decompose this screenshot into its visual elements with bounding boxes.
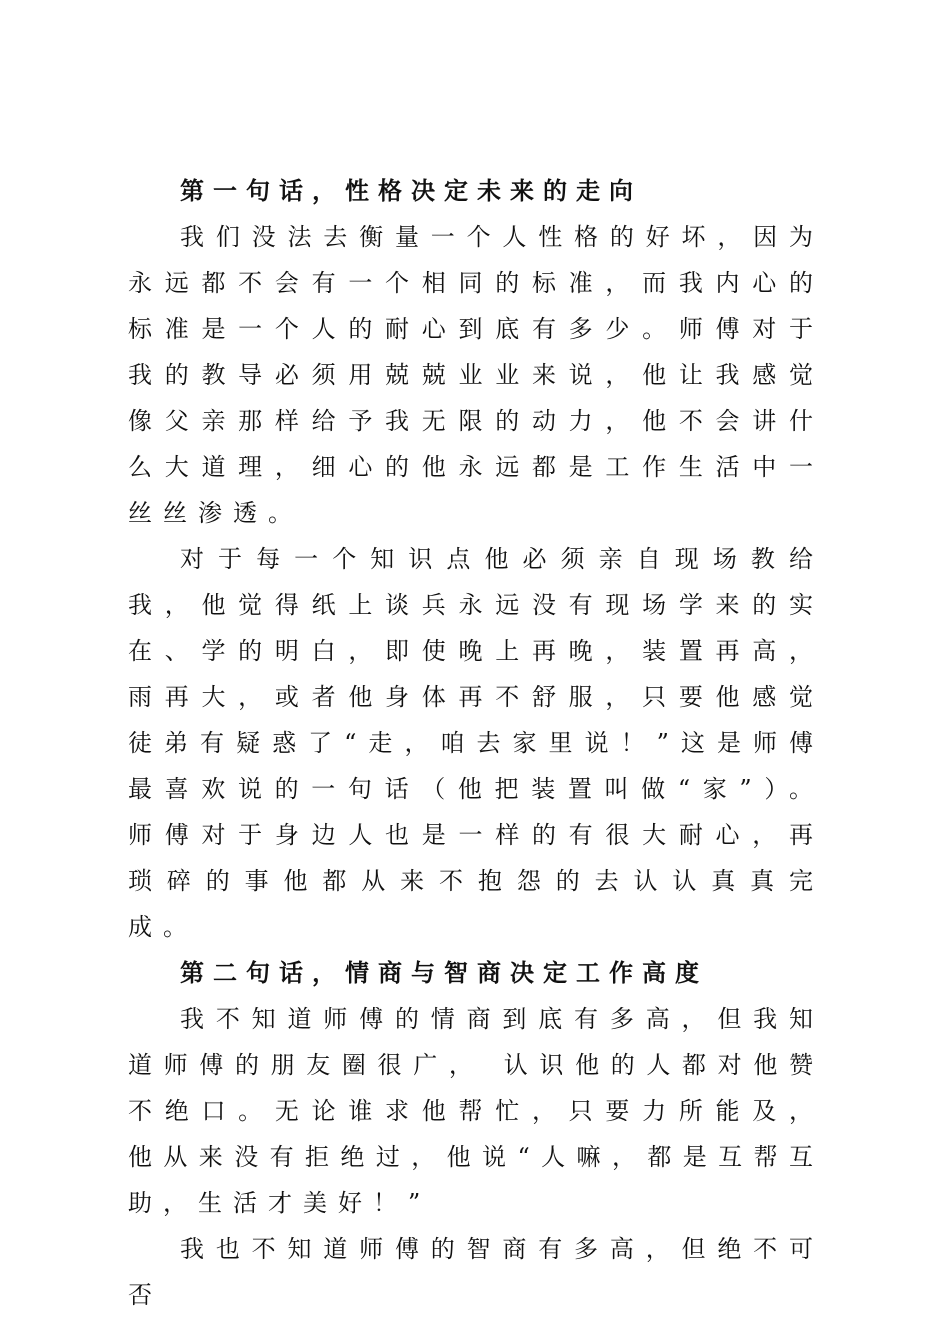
paragraph-3: 我不知道师傅的情商到底有多高，但我知道师傅的朋友圈很广， 认识他的人都对他赞不绝口。无论谁求他帮忙，只要力所能及，他从来没有拒绝过，他说“人嘛，都是互帮互助，生活才美好！” <box>128 1005 824 1217</box>
section-heading-1: 第一句话，性格决定未来的走向 <box>180 177 642 205</box>
paragraph-2: 对于每一个知识点他必须亲自现场教给我，他觉得纸上谈兵永远没有现场学来的实在、学的明白，即使晚上再晚，装置再高，雨再大，或者他身体再不舒服，只要他感觉徒弟有疑惑了“走，咱去家里说！”这是师傅最喜欢说的一句话（他把装置叫做“家”）。师傅对于身边人也是一样的有很大耐心，再琐碎的事他都从来不抱怨的去认认真真完成。 <box>128 545 824 941</box>
section-heading-2: 第二句话，情商与智商决定工作高度 <box>180 959 708 987</box>
document-body <box>128 168 824 1318</box>
paragraph-4: 我也不知道师傅的智商有多高，但绝不可否 <box>128 1235 824 1309</box>
paragraph-1: 我们没法去衡量一个人性格的好坏，因为永远都不会有一个相同的标准，而我内心的标准是一个人的耐心到底有多少。师傅对于我的教导必须用兢兢业业来说，他让我感觉像父亲那样给予我无限的动力，他不会讲什么大道理，细心的他永远都是工作生活中一丝丝渗透。 <box>128 223 824 527</box>
